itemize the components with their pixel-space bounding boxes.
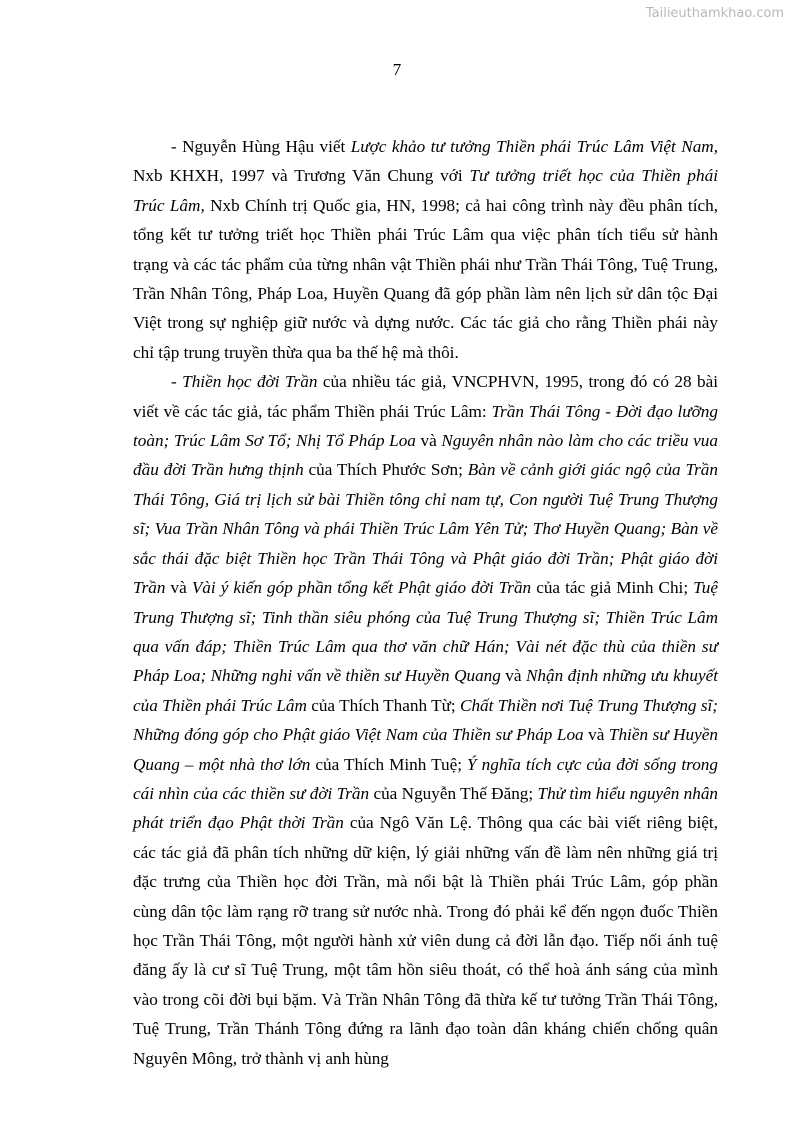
italic-title-run: Trần Thái Tông - Đời đạo lưỡng toàn; Trúc Lâm Sơ Tổ; Nhị Tổ Pháp Loa	[133, 401, 718, 451]
text-run: và	[583, 725, 609, 745]
text-run: và	[165, 578, 192, 598]
italic-title-run: Nguyên nhân nào làm cho các triều vua đầu đời Trần hưng thịnh	[133, 431, 718, 480]
paragraph	[133, 367, 718, 1073]
paragraph	[133, 132, 718, 367]
italic-title-run: Tuệ Trung Thượng sĩ; Tinh thần siêu phóng của Tuệ Trung Thượng sĩ; Thiền Trúc Lâm qua vấn đáp; Thiền Trúc Lâm qua thơ văn chữ Hán; Vài nét đặc thù của thiền sư Pháp Loa; Những nghi vấn về thiền sư Huyền Quang	[133, 578, 718, 686]
italic-title-run: Chất Thiền nơi Tuệ Trung Thượng sĩ; Những đóng góp cho Phật giáo Việt Nam của Thiền sư Pháp Loa	[133, 695, 719, 745]
italic-title-run: Ý nghĩa tích cực của đời sống trong cái nhìn của các thiền sư đời Trần	[133, 754, 718, 803]
text-run: của Thích Phước Sơn;	[303, 460, 468, 480]
text-run: của nhiều tác giả, VNCPHVN, 1995, trong đó có 28 bài viết về các tác giả, tác phẩm Thiền phái Trúc Lâm:	[133, 372, 719, 421]
italic-title-run: Nhận định những ưu khuyết của Thiền phái Trúc Lâm	[133, 666, 719, 715]
italic-title-run: Vài ý kiến góp phần tổng kết Phật giáo đời Trần	[191, 578, 532, 598]
text-run: của Thích Minh Tuệ;	[310, 754, 468, 774]
italic-title-run: Lược khảo tư tưởng Thiền phái Trúc Lâm Việt Nam,	[350, 137, 718, 156]
page-number: 7	[392, 60, 402, 79]
italic-title-run: Tư tưởng triết học của Thiền phái Trúc Lâm,	[133, 166, 718, 215]
text-run: của Thích Thanh Từ;	[306, 695, 460, 715]
body-text	[133, 132, 718, 1073]
text-run: của Ngô Văn Lệ. Thông qua các bài viết riêng biệt, các tác giả đã phân tích những dữ kiện, lý giải những vấn đề làm nên những giá trị đặc trưng của Thiền học đời Trần, mà nổi bật là Thiền phái Trúc Lâm, góp phần cùng dân tộc làm rạng rỡ trang sử nước nhà. Trong đó phải kể đến ngọn đuốc Thiền học Trần Thái Tông, một người hành xử viên dung cả đời lẫn đạo. Tiếp nối ánh tuệ đăng ấy là cư sĩ Tuệ Trung, một tâm hồn siêu thoát, có thể hoà ánh sáng của mình vào trong cõi đời bụi bặm. Và Trần Nhân Tông đã thừa kế tư tưởng Trần Thái Tông, Tuệ Trung, Trần Thánh Tông đứng ra lãnh đạo toàn dân kháng chiến chống quân Nguyên Mông, trở thành vị anh hùng	[133, 813, 718, 1068]
text-run: -	[171, 372, 183, 392]
text-run: Nxb KHXH, 1997 và Trương Văn Chung với	[133, 166, 470, 186]
italic-title-run: Thiền học đời Trần	[182, 372, 318, 392]
text-run: và	[500, 666, 526, 686]
italic-title-run: Bàn về cảnh giới giác ngộ của Trần Thái Tông, Giá trị lịch sử bài Thiền tông chỉ nam tự, Con người Tuệ Trung Thượng sĩ; Vua Trần Nhân Tông và phái Thiền Trúc Lâm Yên Tử; Thơ Huyền Quang; Bàn về sắc thái đặc biệt Thiền học Trần Thái Tông và Phật giáo đời Trần; Phật giáo đời Trần	[133, 460, 718, 598]
italic-title-run: Thiền sư Huyền Quang – một nhà thơ lớn	[133, 725, 718, 774]
text-run: và	[415, 431, 442, 451]
text-run: của tác giả Minh Chi;	[531, 578, 694, 598]
text-run: Nxb Chính trị Quốc gia, HN, 1998; cả hai công trình này đều phân tích, tổng kết tư tưởng triết học Thiền phái Trúc Lâm qua việc phân tích tiểu sử hành trạng và các tác phẩm của từng nhân vật Thiền phái như Trần Thái Tông, Tuệ Trung, Trần Nhân Tông, Pháp Loa, Huyền Quang đã góp phần làm nên lịch sử dân tộc Đại Việt trong sự nghiệp giữ nước và dựng nước. Các tác giả cho rằng Thiền phái này chỉ tập trung truyền thừa qua ba thế hệ mà thôi.	[133, 195, 718, 362]
watermark: Tailieuthamkhao.com	[645, 6, 784, 21]
italic-title-run: Thử tìm hiểu nguyên nhân phát triển đạo Phật thời Trần	[133, 783, 719, 833]
text-run: của Nguyễn Thế Đăng;	[369, 783, 538, 803]
text-run: - Nguyễn Hùng Hậu viết	[171, 137, 351, 156]
